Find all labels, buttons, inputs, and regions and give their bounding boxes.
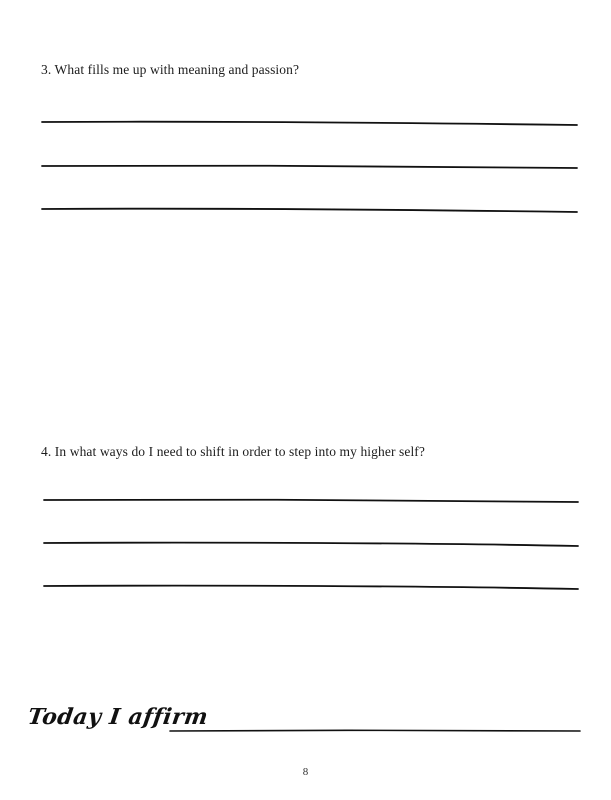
affirmation-section [0, 700, 611, 750]
answer-line[interactable] [44, 543, 578, 546]
answer-line[interactable] [44, 500, 578, 502]
affirm-label: Today I affirm [26, 704, 210, 730]
question-4-text: 4. In what ways do I need to shift in order to step into my higher self? [41, 444, 425, 459]
answer-line[interactable] [42, 209, 577, 212]
answer-line[interactable] [44, 586, 578, 589]
affirm-answer-line[interactable] [170, 730, 580, 731]
question-3-text: 3. What fills me up with meaning and passion? [41, 62, 300, 77]
answer-line[interactable] [42, 166, 577, 168]
page-number: 8 [302, 766, 309, 778]
answer-line[interactable] [42, 122, 577, 125]
